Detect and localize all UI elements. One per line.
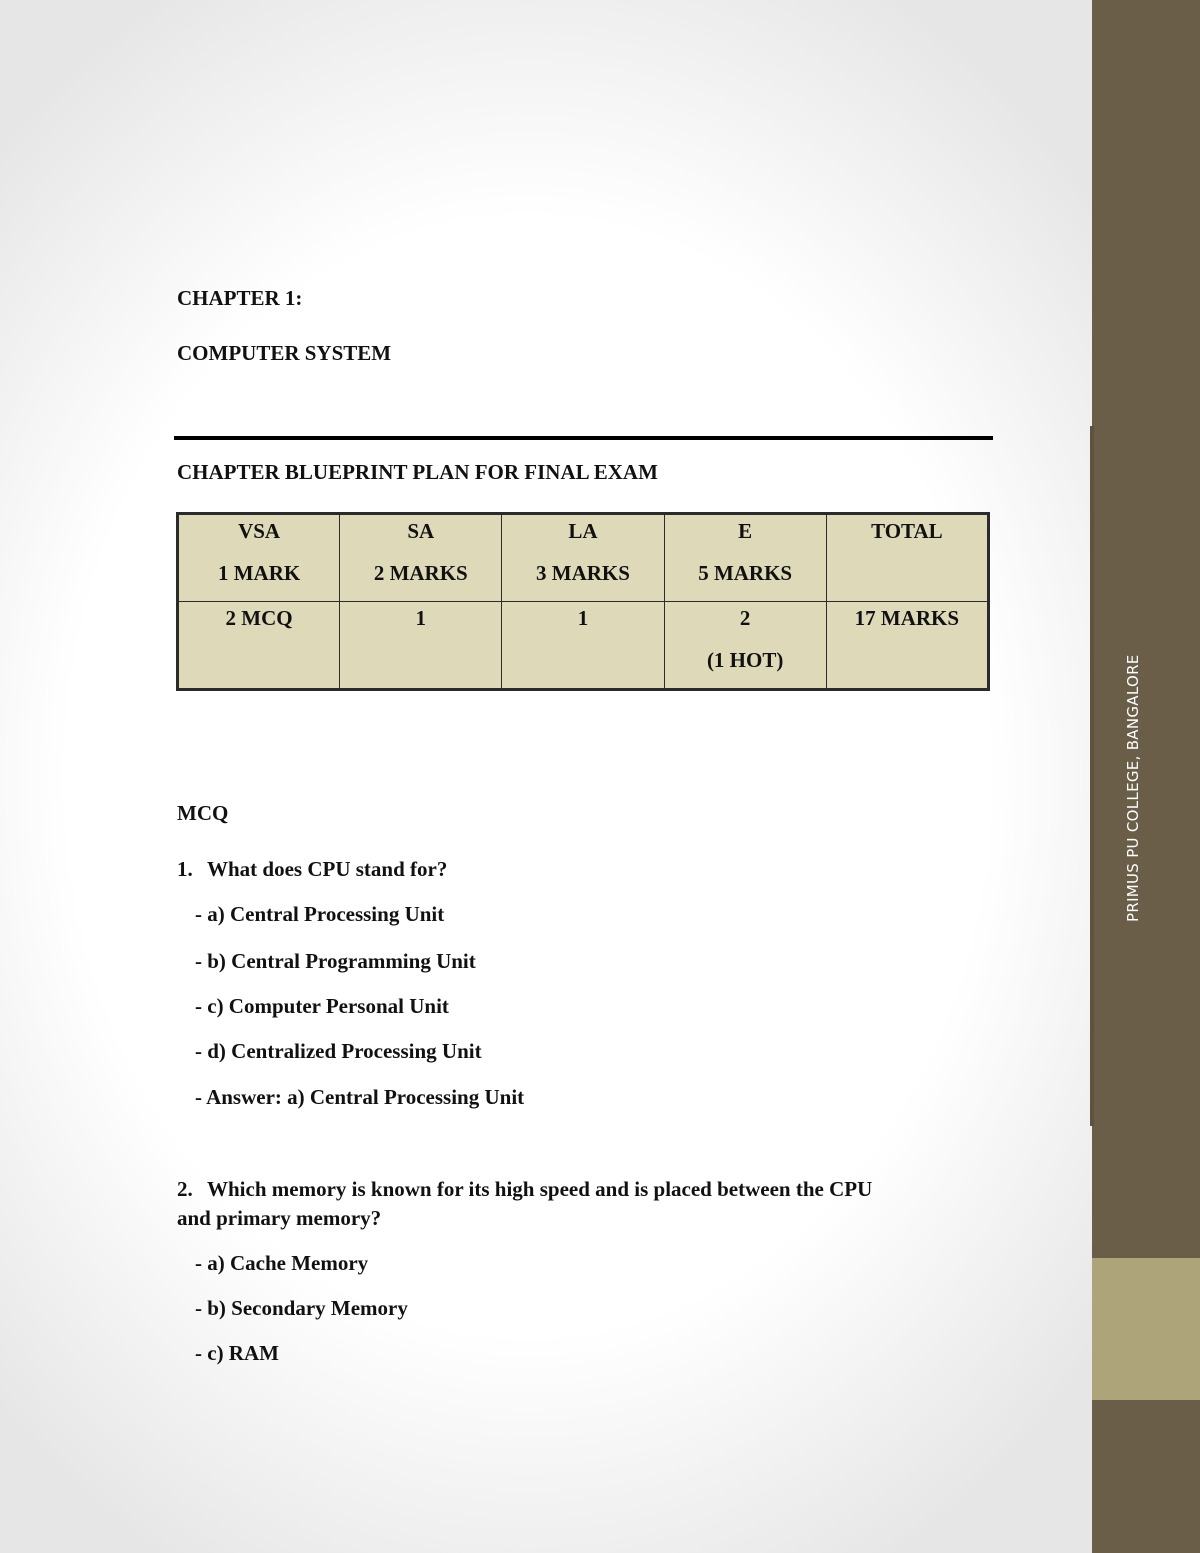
column-marks: 1 MARK — [217, 561, 301, 585]
sidebar-accent-block — [1092, 1258, 1200, 1400]
mcq-heading: MCQ — [177, 801, 229, 825]
column-type: VSA — [238, 519, 281, 543]
blueprint-table — [176, 512, 990, 691]
table-row — [178, 602, 989, 690]
option-item: - b) Secondary Memory — [195, 1296, 408, 1320]
table-cell — [502, 514, 664, 602]
option-item: - c) RAM — [195, 1341, 279, 1365]
column-type: TOTAL — [871, 519, 943, 543]
option-item: - a) Cache Memory — [195, 1251, 369, 1275]
column-count: 2 MCQ — [225, 606, 293, 630]
table-cell — [340, 514, 502, 602]
sidebar-edge — [1090, 426, 1094, 1126]
column-marks: 2 MARKS — [373, 561, 468, 585]
chapter-title: COMPUTER SYSTEM — [177, 341, 392, 365]
table-row — [178, 514, 989, 602]
option-item: - a) Central Processing Unit — [195, 902, 445, 926]
question-text: What does CPU stand for? — [207, 857, 448, 881]
column-note: (1 HOT) — [706, 648, 784, 672]
table-cell — [826, 514, 988, 602]
question-text-continued: and primary memory? — [177, 1206, 382, 1230]
column-marks: 3 MARKS — [536, 561, 630, 585]
college-label: PRIMUS PU COLLEGE, BANGALORE — [1124, 654, 1142, 922]
section-divider — [174, 436, 993, 440]
table-cell — [664, 514, 826, 602]
column-count: 1 — [415, 606, 427, 630]
option-item: - b) Central Programming Unit — [195, 949, 476, 973]
table-cell — [502, 602, 664, 690]
chapter-number: CHAPTER 1: — [177, 286, 303, 310]
question-number: 1. — [177, 857, 193, 881]
table-cell — [664, 602, 826, 690]
question-text: Which memory is known for its high speed and is placed between the CPU — [207, 1177, 873, 1201]
question-number: 2. — [177, 1177, 193, 1201]
answer-line: - Answer: a) Central Processing Unit — [195, 1085, 525, 1109]
option-item: - c) Computer Personal Unit — [195, 994, 449, 1018]
column-marks: 5 MARKS — [698, 561, 793, 585]
column-count: 1 — [577, 606, 589, 630]
option-item: - d) Centralized Processing Unit — [195, 1039, 482, 1063]
table-cell — [340, 602, 502, 690]
column-type: E — [738, 519, 753, 543]
column-type: SA — [407, 519, 435, 543]
column-count: 17 MARKS — [854, 606, 960, 630]
table-cell — [178, 514, 340, 602]
column-type: LA — [568, 519, 598, 543]
column-count: 2 — [739, 606, 751, 630]
table-cell — [826, 602, 988, 690]
blueprint-heading: CHAPTER BLUEPRINT PLAN FOR FINAL EXAM — [177, 460, 658, 484]
table-cell — [178, 602, 340, 690]
